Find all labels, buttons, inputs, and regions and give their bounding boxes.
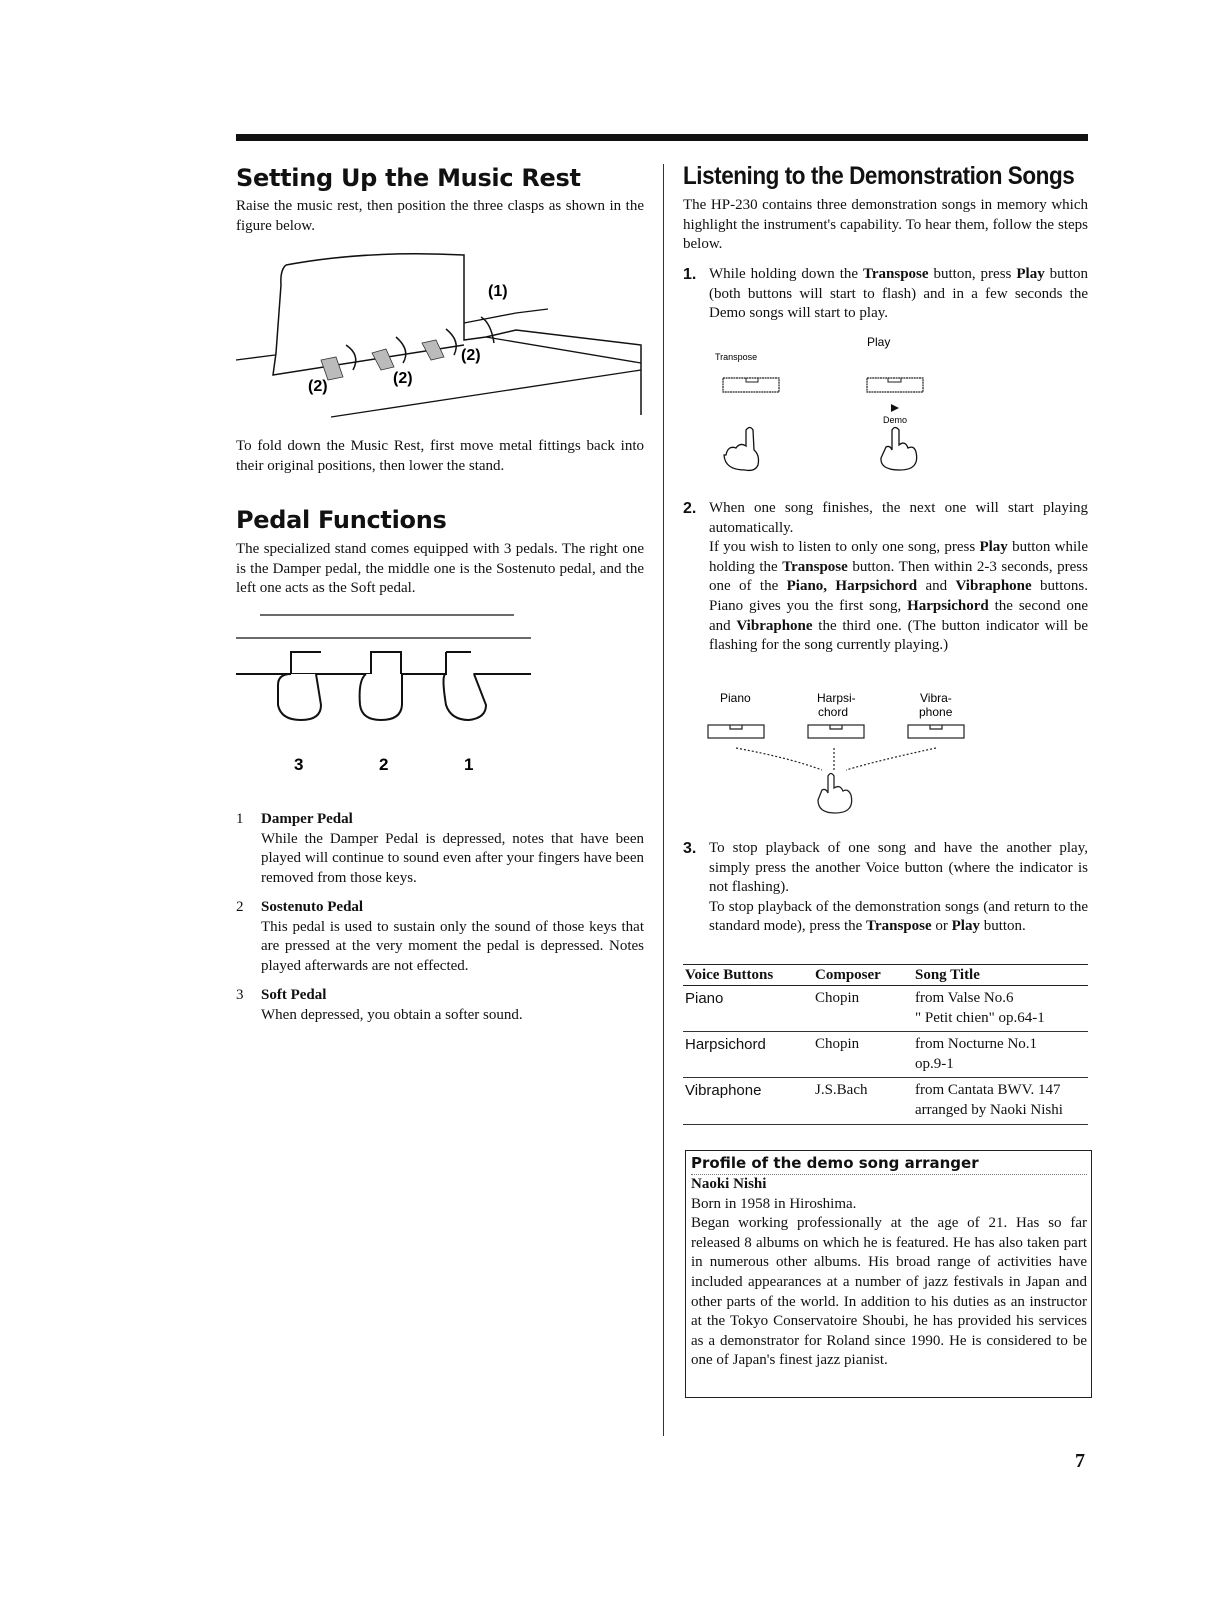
step-number: 3. bbox=[683, 840, 697, 857]
text: the second one and bbox=[709, 597, 1089, 634]
label-2a: (2) bbox=[461, 347, 481, 364]
item-number: 2 bbox=[236, 899, 244, 915]
title-line: arranged by Naoki Nishi bbox=[915, 1101, 1063, 1118]
text: button while holding the bbox=[709, 539, 1088, 575]
text: Piano, Harpsichord bbox=[786, 578, 918, 595]
step-number: 1. bbox=[683, 266, 697, 283]
cell-title bbox=[913, 1078, 1088, 1124]
text: button. bbox=[979, 918, 1026, 935]
demo-label: Demo bbox=[883, 415, 908, 425]
item-title: Damper Pedal bbox=[261, 811, 353, 827]
item-body: When depressed, you obtain a softer sound. bbox=[261, 1006, 523, 1023]
profile-born: Born in 1958 in Hiroshima. bbox=[691, 1195, 857, 1212]
step-2 bbox=[683, 499, 1088, 656]
demo-songs-table bbox=[683, 964, 1088, 1125]
text: Harpsichord bbox=[907, 597, 989, 614]
text: buttons. Piano gives you the first song, bbox=[709, 578, 1088, 614]
text: When one song finishes, the next one will start playing automatically. bbox=[709, 500, 1088, 536]
text: button. Then within 2-3 seconds, press one of the bbox=[709, 558, 1088, 595]
pedal-heading: Pedal Functions bbox=[236, 506, 447, 534]
label-2b: (2) bbox=[308, 378, 328, 395]
header-rule bbox=[236, 134, 1088, 141]
text: While holding down the bbox=[709, 266, 863, 282]
text: the third one. (The button indicator will be flashing for the song currently playing.) bbox=[709, 617, 1088, 654]
text: If you wish to listen to only one song, press bbox=[709, 539, 980, 556]
chord-label: chord bbox=[818, 705, 849, 719]
piano-label: Piano bbox=[720, 691, 751, 705]
transpose-play-figure bbox=[680, 330, 1090, 490]
cell-title bbox=[913, 1032, 1088, 1078]
cell-voice: Vibraphone bbox=[683, 1078, 813, 1124]
text: or bbox=[931, 918, 952, 935]
item-number: 3 bbox=[236, 987, 244, 1003]
text: button (both buttons will start to flash) and in a few seconds the Demo songs will start to play. bbox=[709, 266, 1088, 322]
text: Play bbox=[951, 918, 980, 935]
step-1 bbox=[683, 265, 1088, 324]
voice-buttons-figure bbox=[700, 688, 980, 818]
pedal-item-soft bbox=[236, 986, 644, 1025]
cell-composer: Chopin bbox=[813, 986, 913, 1032]
item-body: While the Damper Pedal is depressed, notes that have been played will continue to sound even after your fingers have been removed from those keys. bbox=[261, 830, 644, 886]
table-row bbox=[683, 1078, 1088, 1124]
column-divider bbox=[663, 164, 664, 1436]
demo-intro: The HP-230 contains three demonstration songs in memory which highlight the instrument's capability. To hear them, follow the steps below. bbox=[683, 197, 1088, 253]
profile-name: Naoki Nishi bbox=[691, 1176, 767, 1192]
title-line: " Petit chien" op.64-1 bbox=[915, 1009, 1045, 1026]
title-line: from Valse No.6 bbox=[915, 990, 1014, 1006]
page-number: 7 bbox=[1075, 1450, 1085, 1472]
pedal-item-sostenuto bbox=[236, 898, 644, 976]
text: Transpose bbox=[866, 918, 932, 935]
item-title: Soft Pedal bbox=[261, 987, 327, 1003]
title-line: op.9-1 bbox=[915, 1055, 954, 1072]
text: Transpose bbox=[862, 266, 929, 282]
header-composer: Composer bbox=[813, 965, 913, 986]
profile-body: Began working professionally at the age of 21. Has so far released 8 albums on which he is featured. He has also taken part in numerous other albums. His broad range of activities have included appearances at a number of jazz festivals in Japan and other parts of the world. In addition to his duties as an instructor at the Tokyo Conservatoire Shoubi, he has provided his services as a demonstrator for Roland since 1990. He is considered to be one of Japan's finest jazz pianist. bbox=[691, 1215, 1087, 1369]
table-header bbox=[683, 965, 1088, 986]
cell-composer: Chopin bbox=[813, 1032, 913, 1078]
cell-composer: J.S.Bach bbox=[813, 1078, 913, 1124]
text: To stop playback of the demonstration songs (and return to the standard mode), press the bbox=[709, 898, 1088, 935]
play-label: Play bbox=[867, 335, 891, 349]
pedal-label-2: 2 bbox=[379, 755, 389, 774]
pedal-item-damper bbox=[236, 810, 644, 888]
header-voice: Voice Buttons bbox=[683, 965, 813, 986]
vibra-label: Vibra- bbox=[920, 691, 952, 705]
label-2c: (2) bbox=[393, 370, 413, 387]
step-3 bbox=[683, 839, 1088, 937]
text: Vibraphone bbox=[736, 617, 813, 634]
pedal-label-1: 1 bbox=[464, 755, 474, 774]
pedal-intro: The specialized stand comes equipped with 3 pedals. The right one is the Damper pedal, the middle one is the Sostenuto pedal, and the left one acts as the Soft pedal. bbox=[236, 541, 644, 597]
text: and bbox=[917, 578, 956, 595]
cell-title bbox=[913, 986, 1088, 1032]
table-row bbox=[683, 1032, 1088, 1078]
cell-voice: Piano bbox=[683, 986, 813, 1032]
header-title: Song Title bbox=[913, 965, 1088, 986]
item-number: 1 bbox=[236, 811, 244, 827]
phone-label: phone bbox=[919, 705, 953, 719]
profile-heading: Profile of the demo song arranger bbox=[691, 1151, 1087, 1175]
title-line: from Cantata BWV. 147 bbox=[915, 1082, 1061, 1099]
item-title: Sostenuto Pedal bbox=[261, 899, 364, 915]
text: Transpose bbox=[782, 558, 848, 575]
text: Vibraphone bbox=[955, 578, 1032, 595]
demo-heading: Listening to the Demonstration Songs bbox=[683, 162, 1075, 190]
pedal-label-3: 3 bbox=[294, 755, 304, 774]
step-number: 2. bbox=[683, 500, 697, 517]
text: Play bbox=[1016, 266, 1045, 282]
cell-voice: Harpsichord bbox=[683, 1032, 813, 1078]
label-1: (1) bbox=[488, 283, 508, 300]
text: button, press bbox=[928, 266, 1017, 282]
text: To stop playback of one song and have the another play, simply press the another Voice button (where the indicator is not flashing). bbox=[709, 840, 1088, 896]
item-body: This pedal is used to sustain only the sound of those keys that are pressed at the very moment the pedal is depressed. Notes played afterwards are not effected. bbox=[261, 918, 644, 974]
arranger-profile-box bbox=[685, 1150, 1092, 1398]
text: Play bbox=[979, 539, 1008, 556]
fold-instructions: To fold down the Music Rest, first move metal fittings back into their original positions, then lower the stand. bbox=[236, 438, 644, 474]
title-line: from Nocturne No.1 bbox=[915, 1036, 1038, 1053]
table-row bbox=[683, 986, 1088, 1032]
pedal-figure bbox=[236, 610, 536, 780]
transpose-label: Transpose bbox=[715, 352, 758, 362]
harpsi-label: Harpsi- bbox=[817, 691, 856, 705]
music-rest-intro: Raise the music rest, then position the three clasps as shown in the figure below. bbox=[236, 198, 644, 234]
music-rest-figure bbox=[236, 245, 646, 420]
music-rest-heading: Setting Up the Music Rest bbox=[236, 164, 581, 192]
